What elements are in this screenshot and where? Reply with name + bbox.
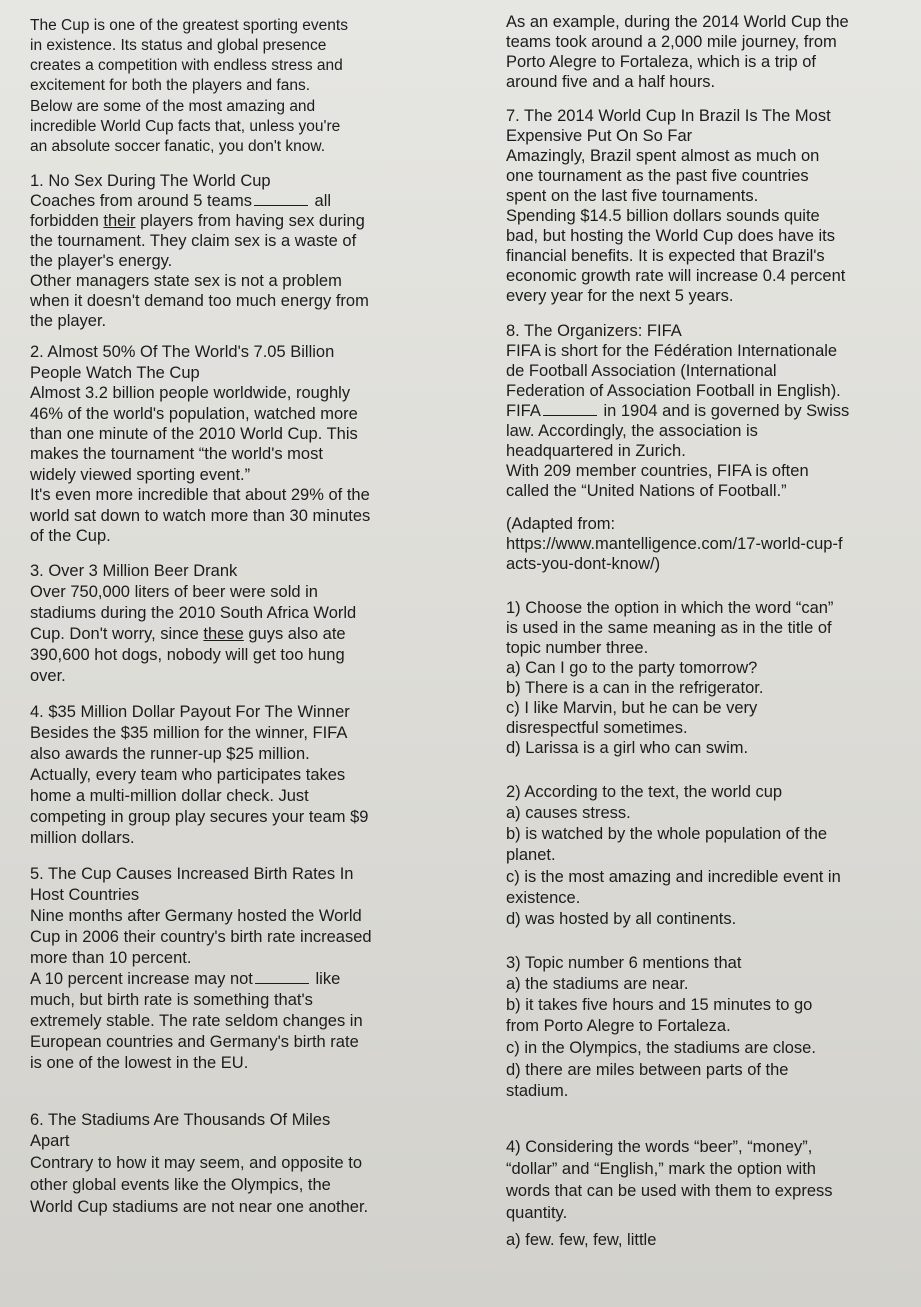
text-line: one tournament as the past five countries — [506, 167, 809, 185]
fill-in-blank — [543, 403, 597, 416]
text-segment: players from having sex during — [135, 212, 365, 230]
text-segment: forbidden — [30, 212, 104, 230]
text-line: Almost 3.2 billion people worldwide, roughly — [30, 384, 351, 402]
fill-in-blank — [254, 193, 308, 206]
text-line: called the “United Nations of Football.” — [506, 482, 787, 500]
text-line: a) Can I go to the party tomorrow? — [506, 659, 758, 677]
fill-in-blank — [255, 971, 309, 984]
text-line: 5. The Cup Causes Increased Birth Rates In — [30, 865, 354, 883]
text-line: Over 750,000 liters of beer were sold in — [30, 583, 318, 601]
text-line: financial benefits. It is expected that Brazil's — [506, 247, 825, 265]
text-line: world sat down to watch more than 30 minutes — [30, 507, 371, 525]
text-line — [30, 211, 365, 231]
text-line: b) it takes five hours and 15 minutes to go — [506, 996, 813, 1014]
text-segment: these — [203, 625, 244, 643]
text-line: Apart — [30, 1132, 70, 1150]
text-line: Other managers state sex is not a problem — [30, 272, 342, 290]
text-line: other global events like the Olympics, the — [30, 1176, 331, 1194]
text-line: 4. $35 Million Dollar Payout For The Winner — [30, 703, 350, 721]
text-line: d) there are miles between parts of the — [506, 1061, 789, 1079]
text-line: d) was hosted by all continents. — [506, 910, 737, 928]
text-line: c) in the Olympics, the stadiums are close. — [506, 1039, 816, 1057]
text-line: from Porto Alegre to Fortaleza. — [506, 1017, 731, 1035]
text-segment: Coaches from around 5 teams — [30, 192, 252, 210]
text-line: Contrary to how it may seem, and opposite to — [30, 1154, 362, 1172]
text-line: As an example, during the 2014 World Cup the — [506, 13, 849, 31]
text-line: is one of the lowest in the EU. — [30, 1054, 249, 1072]
text-segment: Cup. Don't worry, since — [30, 625, 204, 643]
text-line: stadium. — [506, 1082, 569, 1100]
text-line: the player. — [30, 312, 107, 330]
text-line: headquartered in Zurich. — [506, 442, 686, 460]
text-segment: in 1904 and is governed by Swiss — [603, 402, 850, 420]
text-line: 2) According to the text, the world cup — [506, 783, 783, 801]
text-line: Federation of Association Football in English). — [506, 382, 841, 400]
text-line: incredible World Cup facts that, unless you're — [30, 118, 341, 135]
text-line: existence. — [506, 889, 581, 907]
text-line: 1. No Sex During The World Cup — [30, 172, 271, 190]
text-line: 3) Topic number 6 mentions that — [506, 954, 742, 972]
text-line: is used in the same meaning as in the title of — [506, 619, 832, 637]
text-line: the tournament. They claim sex is a waste of — [30, 232, 357, 250]
text-segment: A 10 percent increase may not — [30, 970, 253, 988]
text-line: People Watch The Cup — [30, 364, 200, 382]
text-line: (Adapted from: — [506, 515, 616, 533]
text-line: https://www.mantelligence.com/17-world-cup-f — [506, 535, 843, 553]
text-line: 8. The Organizers: FIFA — [506, 322, 682, 340]
text-line: Cup in 2006 their country's birth rate increased — [30, 928, 372, 946]
text-line: a) causes stress. — [506, 804, 631, 822]
text-segment: like — [315, 970, 341, 988]
text-line: c) is the most amazing and incredible event in — [506, 868, 841, 886]
text-line: acts-you-dont-know/) — [506, 555, 661, 573]
text-line: also awards the runner-up $25 million. — [30, 745, 310, 763]
text-line: law. Accordingly, the association is — [506, 422, 758, 440]
text-line: creates a competition with endless stress and — [30, 57, 343, 74]
text-line: in existence. Its status and global presence — [30, 37, 327, 54]
text-line: extremely stable. The rate seldom changes in — [30, 1012, 363, 1030]
text-line: when it doesn't demand too much energy from — [30, 292, 369, 310]
text-line: 3. Over 3 Million Beer Drank — [30, 562, 238, 580]
text-segment: guys also ate — [243, 625, 346, 643]
text-line: With 209 member countries, FIFA is often — [506, 462, 809, 480]
text-segment: their — [103, 212, 136, 230]
text-line: home a multi-million dollar check. Just — [30, 787, 309, 805]
text-line: economic growth rate will increase 0.4 percent — [506, 267, 846, 285]
text-line: teams took around a 2,000 mile journey, from — [506, 33, 837, 51]
text-line: Expensive Put On So Far — [506, 127, 693, 145]
text-line: competing in group play secures your team $9 — [30, 808, 369, 826]
text-segment: all — [314, 192, 332, 210]
text-line: World Cup stadiums are not near one another. — [30, 1198, 369, 1216]
text-line: than one minute of the 2010 World Cup. This — [30, 425, 358, 443]
text-line: Nine months after Germany hosted the World — [30, 907, 362, 925]
text-line — [506, 401, 849, 421]
text-line: Below are some of the most amazing and — [30, 98, 316, 115]
text-line: b) is watched by the whole population of the — [506, 825, 828, 843]
text-line: It's even more incredible that about 29% of the — [30, 486, 370, 504]
text-line: European countries and Germany's birth rate — [30, 1033, 359, 1051]
text-line: topic number three. — [506, 639, 649, 657]
text-line: The Cup is one of the greatest sporting events — [30, 17, 348, 34]
text-line: Porto Alegre to Fortaleza, which is a trip of — [506, 53, 816, 71]
text-line: stadiums during the 2010 South Africa World — [30, 604, 357, 622]
text-line: FIFA is short for the Fédération Internationale — [506, 342, 838, 360]
text-line: widely viewed sporting event.” — [30, 466, 251, 484]
text-line: much, but birth rate is something that's — [30, 991, 313, 1009]
text-line: words that can be used with them to express — [506, 1182, 833, 1200]
text-line: every year for the next 5 years. — [506, 287, 734, 305]
text-line: an absolute soccer fanatic, you don't know. — [30, 138, 326, 155]
text-line: d) Larissa is a girl who can swim. — [506, 739, 749, 757]
text-line: a) the stadiums are near. — [506, 975, 689, 993]
text-line — [30, 624, 346, 644]
text-line: bad, but hosting the World Cup does have its — [506, 227, 835, 245]
text-line: spent on the last five tournaments. — [506, 187, 759, 205]
text-line: “dollar” and “English,” mark the option with — [506, 1160, 816, 1178]
text-line: 2. Almost 50% Of The World's 7.05 Billion — [30, 343, 335, 361]
text-line: disrespectful sometimes. — [506, 719, 688, 737]
text-line — [30, 191, 331, 211]
text-line: 4) Considering the words “beer”, “money”, — [506, 1138, 813, 1156]
text-line: planet. — [506, 846, 556, 864]
text-line: 7. The 2014 World Cup In Brazil Is The Most — [506, 107, 831, 125]
text-line: b) There is a can in the refrigerator. — [506, 679, 764, 697]
text-line: more than 10 percent. — [30, 949, 192, 967]
text-line — [30, 969, 340, 989]
text-line: Amazingly, Brazil spent almost as much on — [506, 147, 820, 165]
text-line: million dollars. — [30, 829, 135, 847]
text-line: 46% of the world's population, watched more — [30, 405, 358, 423]
text-line: quantity. — [506, 1204, 568, 1222]
text-line: makes the tournament “the world's most — [30, 445, 323, 463]
text-segment: FIFA — [506, 402, 541, 420]
text-line: around five and a half hours. — [506, 73, 716, 91]
text-line: the player's energy. — [30, 252, 173, 270]
text-line: of the Cup. — [30, 527, 111, 545]
text-line: de Football Association (International — [506, 362, 777, 380]
text-line: a) few. few, few, little — [506, 1231, 657, 1249]
text-line: c) I like Marvin, but he can be very — [506, 699, 758, 717]
text-line: Spending $14.5 billion dollars sounds quite — [506, 207, 820, 225]
text-line: over. — [30, 667, 66, 685]
text-line: Besides the $35 million for the winner, FIFA — [30, 724, 348, 742]
text-line: 6. The Stadiums Are Thousands Of Miles — [30, 1111, 331, 1129]
text-line: excitement for both the players and fans. — [30, 77, 311, 94]
text-line: Host Countries — [30, 886, 140, 904]
text-line: Actually, every team who participates takes — [30, 766, 346, 784]
text-line: 390,600 hot dogs, nobody will get too hung — [30, 646, 345, 664]
text-line: 1) Choose the option in which the word “can” — [506, 599, 834, 617]
